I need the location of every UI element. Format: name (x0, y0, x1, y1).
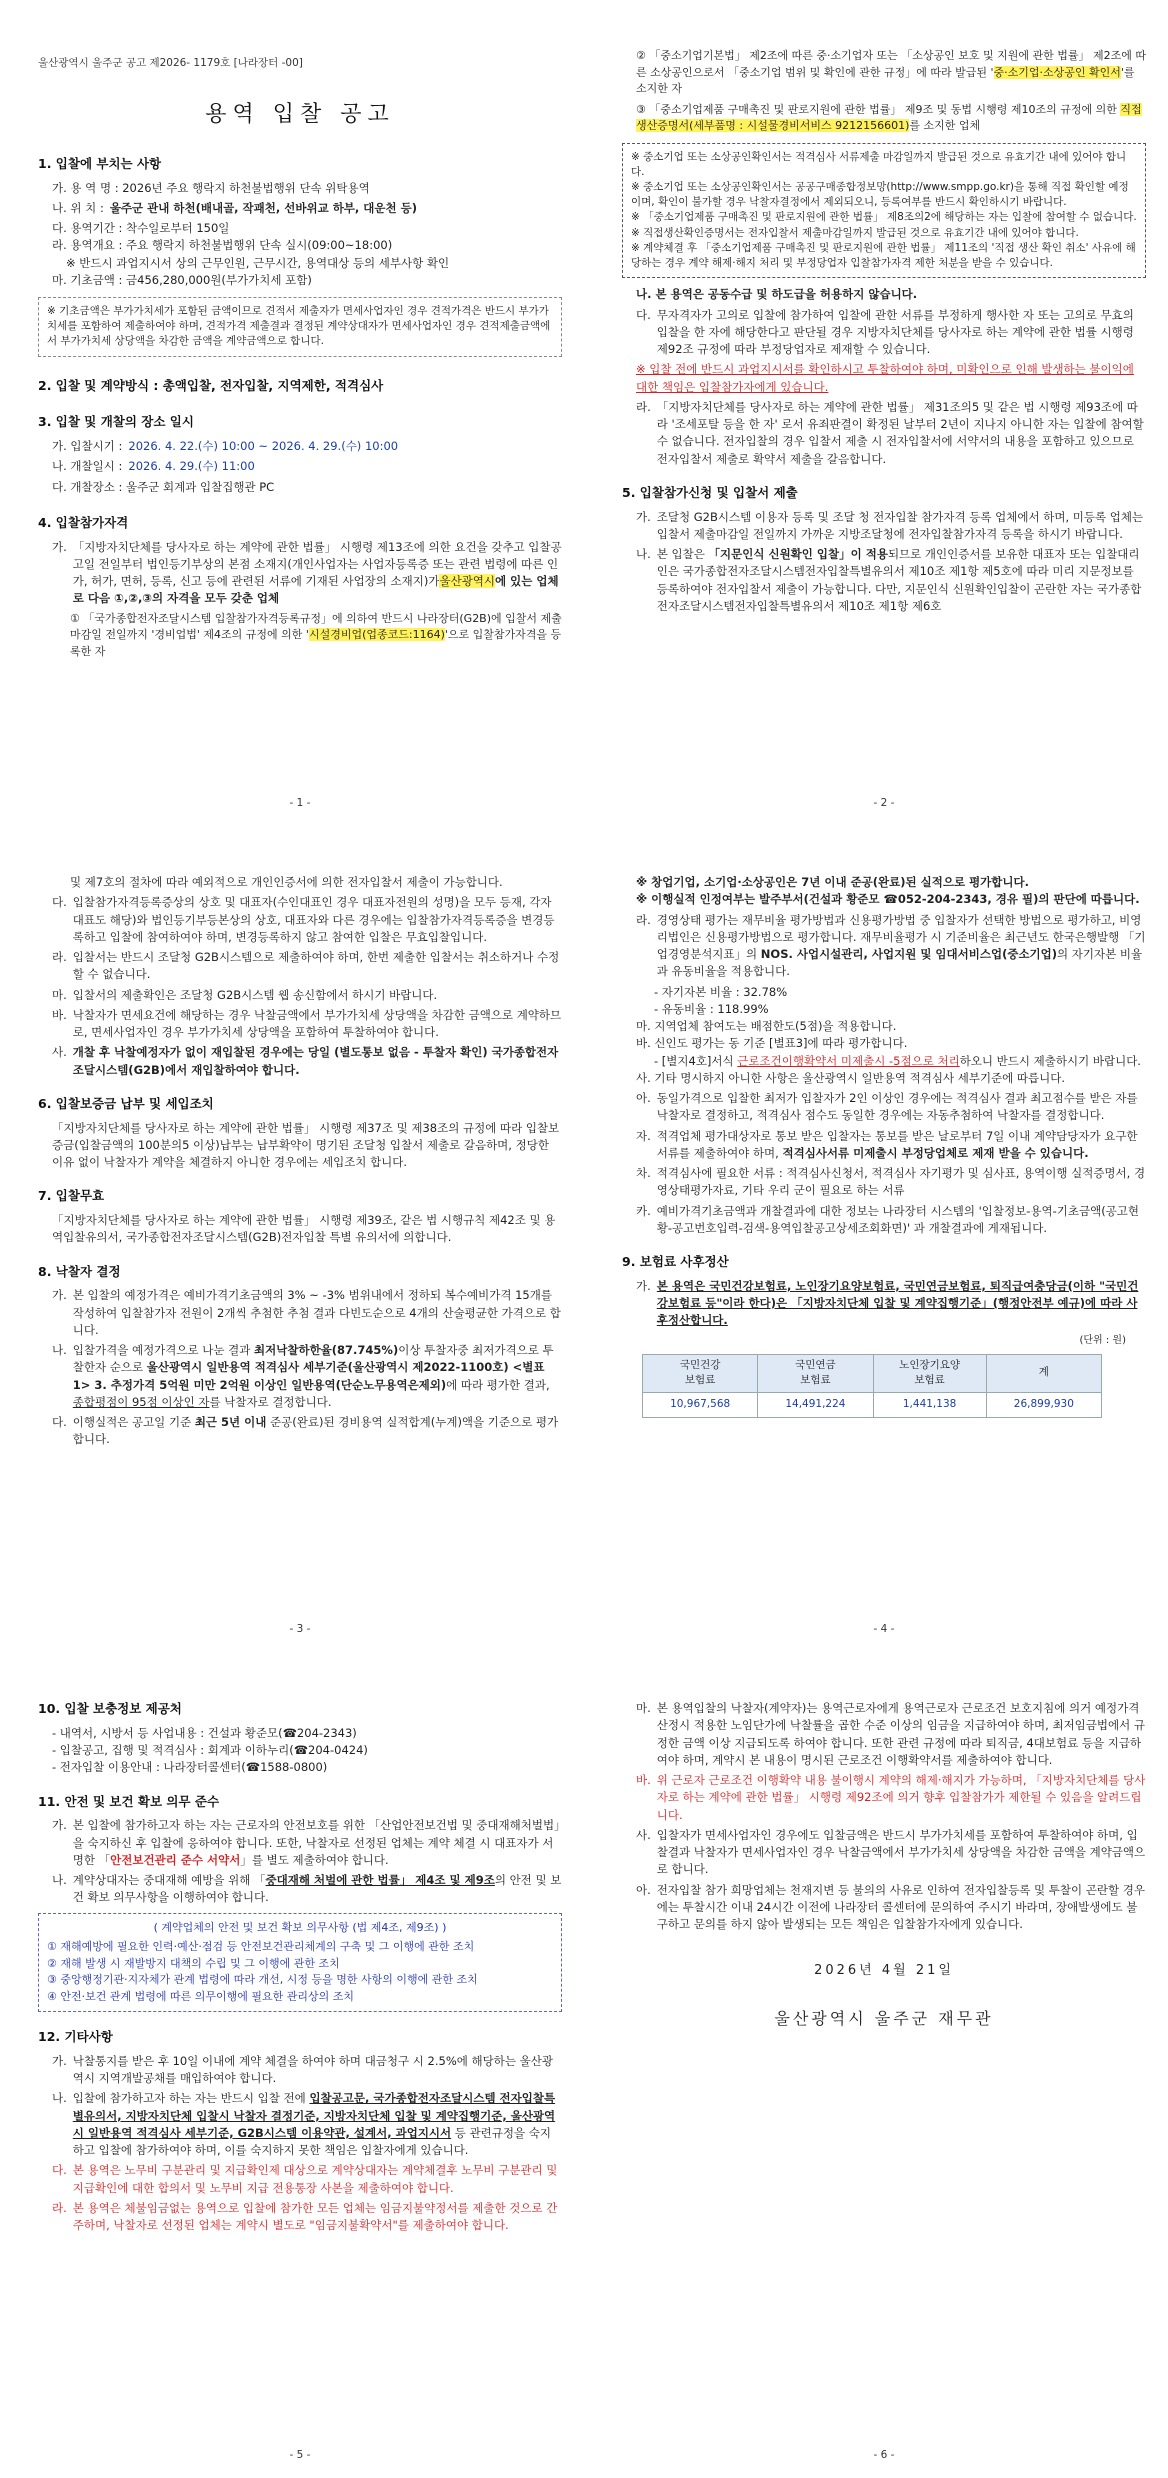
note-item: ※ 중소기업 또는 소상공인확인서는 적격심사 서류제출 마감일까지 발급된 것으로 유효기간 내에 있어야 합니다. (631, 150, 1127, 178)
financial-eval: 라. 경영상태 평가는 재무비율 평가방법과 신용평가방법 중 입찰자가 선택한 방법으로 평가하고, 비영리법인은 신용평가방법으로 평가합니다. 재무비율평가 시 기준비율은 최근년도 한국은행발행 「기업경영분석지표」의 NOS. 사업시설관리, 사업지원 및 임대서비스업(중소기업)의 자기자본 비율과 유동비율을 적용합니다. (636, 912, 1146, 979)
page-number: - 2 - (873, 797, 895, 810)
page-number: - 5 - (289, 2449, 311, 2462)
task-warning: ※ 입찰 전에 반드시 과업지시서를 확인하시고 투찰하여야 하며, 미확인으로 인해 발생하는 불이익에 대한 책임은 입찰참가자에게 있습니다. (636, 362, 1134, 394)
page-number: - 1 - (289, 797, 311, 810)
note-item: ※ 계약체결 후 「중소기업제품 구매촉진 및 판로지원에 관한 법률」 제11조의 '직접 생산 확인 취소' 사유에 해당하는 경우 계약 해제·해지 처리 및 부정당업자 입찰참가자격 제한 처분을 받을 수 있습니다. (631, 241, 1136, 270)
page-6 (584, 1652, 1168, 2478)
price-note: 가. 본 입찰의 예정가격은 예비가격기초금액의 3% ~ -3% 범위내에서 정하되 복수예비가격 15개를 작성하여 입찰참가자 전원이 2개씩 추첨한 추첨 결과 다빈도순으로 4개의 산술평균한 가격으로 합니다. (52, 1288, 561, 1337)
section-8-heading: 8. 낙찰자 결정 (38, 1263, 121, 1279)
section-2-heading: 2. 입찰 및 계약방식 : 총액입찰, 전자입찰, 지역제한, 적격심사 (38, 377, 384, 393)
note-item: ※ 중소기업 또는 소상공인확인서는 공공구매종합정보망(http://www.smpp.go.kr)을 통해 직접 확인할 예정이며, 확인이 불가할 경우 낙찰자결정에서 제외되오니, 등록여부를 반드시 확인하시기 바랍니다. (631, 180, 1129, 209)
tax-evasion-note: 라. 「지방자치단체를 당사자로 하는 계약에 관한 법률」 제31조의5 및 같은 법 시행령 제93조에 따라 '조세포탈 등을 한 자' 로서 유죄판결이 확정된 날부터 2년이 지나지 아니한 자는 입찰에 참여할 수 없습니다. 전자입찰의 경우 입찰서 제출 시 전자입찰서에 서약서의 내용을 포함하고 있으므로 전자입찰서 제출로 확약서 제출을 갈음합니다. (636, 399, 1144, 466)
section-4-heading: 4. 입찰참가자격 (38, 514, 129, 530)
regulation-note: 나. 입찰에 참가하고자 하는 자는 반드시 입찰 전에 입찰공고문, 국가종합전자조달시스템 전자입찰특별유의서, 지방자치단체 입찰시 낙찰자 결정기준, 지방자치단체 입찰 및 계약집행기준, 울산광역시 일반용역 적격심사 세부기준, G2B시스템 이용약관, 설계서, 과업지시서 등 관련규정을 숙지하고 입찰에 참가하여야 하며, 이를 숙지하지 못한 책임은 입찰자에게 있습니다. (52, 2091, 556, 2157)
table-cell: 1,441,138 (873, 1393, 986, 1418)
page-4 (584, 826, 1168, 1652)
section-10-heading: 10. 입찰 보충정보 제공처 (38, 1701, 182, 1716)
table-row (643, 1393, 1102, 1418)
section-1-heading: 1. 입찰에 부치는 사항 (38, 155, 162, 171)
section-7-heading: 7. 입찰무효 (38, 1188, 105, 1204)
safety-duty-box (38, 1913, 562, 2013)
note-item: ※ 직접생산확인증명서는 전자입찰서 제출마감일까지 발급된 것으로 유효기간 내에 있어야 합니다. (631, 226, 1079, 239)
sanction-note: 다. 무자격자가 고의로 입찰에 참가하여 입찰에 관한 서류를 부정하게 행사한 자 또는 고의로 무효의 입찰을 한 자에 해당한다고 판단될 경우 지방자치단체를 당사자로 하는 계약에 관한 법률 시행령 제92조 규정에 따라 부정당업자로 제재할 수 있습니다. (636, 307, 1134, 356)
contact-item: - 전자입찰 이용안내 : 나라장터콜센터(☎1588-0800) (52, 1760, 328, 1775)
overview-note: ※ 반드시 과업지시서 상의 근무인원, 근무시간, 용역대상 등의 세부사항 확인 (66, 255, 450, 270)
opening-time: 나. 개찰일시 : 2026. 4. 29.(수) 11:00 (52, 459, 255, 474)
joint-bid-note: 나. 본 용역은 공동수급 및 하도급을 허용하지 않습니다. (636, 287, 918, 302)
bidder-name-note: 다. 입찰참가자격등록증상의 상호 및 대표자(수인대표인 경우 대표자전원의 성명)을 모두 등재, 각자대표도 해당)와 법인등기부등본상의 상호, 대표자와 다른 경우에는 입찰참가자격등록증을 변경등록하고 입찰에 참여하여야 하며, 변경등록하지 않고 참여한 입찰은 무효입찰입니다. (52, 895, 555, 944)
invalid-text: 「지방자치단체를 당사자로 하는 계약에 관한 법률」 시행령 제39조, 같은 법 시행규칙 제42조 및 용역입찰유의서, 국가종합전자조달시스템(G2B)전자입찰 특별 유의서에 의합니다. (52, 1213, 556, 1245)
labor-pledge-note: - [별지4호]서식 근로조건이행확약서 미제출시 -5점으로 처리하오니 반드시 제출하시기 바랍니다. (654, 1053, 1141, 1068)
wage-obligation: 마. 본 용역입찰의 낙찰자(계약자)는 용역근로자에게 용역근로자 근로조건 보호지침에 의거 예정가격 산정시 적용한 노임단가에 낙찰률을 곱한 수준 이상의 임금을 지급하여야 하며, 최저임금법에서 규정한 금액 이상 지급되도록 하여야 합니다. 또한 관련 규정에 따라 퇴직금, 4대보험료 등을 지급하여야 하며, 계약시 본 내용이 명시된 근로조건 이행확약서를 제출하여야 합니다. (636, 1701, 1145, 1767)
other-criteria: 사. 기타 명시하지 아니한 사항은 울산광역시 일반용역 적격심사 세부기준에 따릅니다. (636, 1070, 1066, 1085)
tax-exempt-note: 바. 낙찰자가 면세요건에 해당하는 경우 낙찰금액에서 부가가치세 상당액을 차감한 금액으로 계약하므로, 면세사업자인 경우 부가가치세 상당액을 포함하여 투찰하여야 합니다. (52, 1007, 562, 1039)
section-5-heading: 5. 입찰참가신청 및 입찰서 제출 (622, 484, 798, 500)
unit-label: (단위 : 원) (1079, 1334, 1126, 1346)
submission-note: 라. 입찰서는 반드시 조달청 G2B시스템으로 제출하여야 하며, 한번 제출한 입찰서는 취소하거나 수정할 수 없습니다. (52, 950, 560, 982)
safety-note-b: 나. 계약상대자는 중대재해 예방을 위해 「중대재해 처벌에 관한 법률」 제4조 및 제9조의 안전 및 보건 확보 의무사항을 이행하여야 합니다. (52, 1873, 562, 1905)
table-cell: 10,967,568 (643, 1393, 758, 1418)
box-heading: ( 계약업체의 안전 및 보건 확보 의무사항 (법 제4조, 제9조) ) (153, 1920, 447, 1934)
contact-item: - 입찰공고, 집행 및 적격심사 : 회계과 이하누리(☎204-0424) (52, 1743, 368, 1757)
tie-note: 아. 동일가격으로 입찰한 최저가 입찰자가 2인 이상인 경우에는 적격심사 결과 최고점수를 받은 자를 낙찰자로 결정하고, 적격심사 점수도 동일한 경우에는 자동추첨하여 낙찰자를 결정합니다. (636, 1091, 1138, 1123)
confirm-note: 마. 입찰서의 제출확인은 조달청 G2B시스템 웹 송신함에서 하시기 바랍니다. (52, 987, 438, 1002)
required-documents: 차. 적격심사에 필요한 서류 : 적격심사신청서, 적격심사 자기평가 및 심사표, 용역이행 실적증명서, 경영상태평가자료, 기타 우리 군이 필요로 하는 서류 (636, 1166, 1146, 1198)
service-overview: 라. 용역개요 : 주요 행락지 하천불법행위 단속 실시(09:00~18:00) (52, 238, 393, 253)
page-2 (584, 0, 1168, 826)
local-participation: 마. 지역업체 참여도는 배점한도(5점)을 적용합니다. (636, 1019, 897, 1033)
insurance-table (642, 1354, 1102, 1418)
contract-note: 가. 낙찰통지를 받은 후 10일 이내에 계약 체결을 하여야 하며 대금청구 시 2.5%에 해당하는 울산광역시 지역개발공채를 매입하여야 합니다. (52, 2053, 553, 2085)
box-item: ② 재해 발생 시 재발방지 대책의 수립 및 그 이행에 관한 조치 (47, 1956, 340, 1970)
current-ratio: - 유동비율 : 118.99% (654, 1001, 769, 1016)
award-note: 나. 입찰가격을 예정가격으로 나눈 결과 최저낙찰하한율(87.745%)이상 투찰자중 최저가격으로 투찰한자 순으로 울산광역시 일반용역 적격심사 세부기준(울산광역시 제2022-1100호) <별표1> 3. 추정가격 5억원 미만 2억원 이상인 일반용역(단순노무용역은제외)에 따라 평가한 결과, 종합평점이 95점 이상인 자를 낙찰자로 결정합니다. (52, 1343, 554, 1409)
table-header: 국민건강 보험료 (643, 1354, 758, 1393)
notice-date: 2026년 4월 21일 (814, 1963, 954, 1979)
equity-ratio: - 자기자본 비율 : 32.78% (654, 984, 788, 999)
section-12-heading: 12. 기타사항 (38, 2029, 113, 2044)
vat-bid-note: 사. 입찰자가 면세사업자인 경우에도 입찰금액은 반드시 부가가치세를 포함하여 투찰하여야 하며, 입찰결과 낙찰자가 면세사업자인 경우 낙찰금액에서 부가가치세 상당액을 차감한 금액을 계약금액으로 합니다. (636, 1827, 1146, 1877)
price-info-note: 카. 예비가격기초금액과 개찰결과에 대한 정보는 나라장터 시스템의 '입찰정보-용역-기초금액(공고현황-공고번호입력-검색-용역입찰공고상세조회화면)' 과 개찰결과에 게재됩니다. (636, 1203, 1140, 1235)
contact-item: - 내역서, 시방서 등 사업내용 : 건설과 황준모(☎204-2343) (52, 1725, 357, 1740)
deposit-text: 「지방자치단체를 당사자로 하는 계약에 관한 법률」 시행령 제37조 및 제38조의 규정에 따라 입찰보증금(입찰금액의 100분의5 이상)납부는 납부확약이 명기된 조달청 입찰서 제출로 갈음하며, 정당한 이유 없이 낙찰자가 계약을 체결하지 아니한 경우에는 세입조치 합니다. (52, 1120, 560, 1169)
table-header: 국민연금 보험료 (758, 1354, 873, 1393)
insurance-note: 가. 본 용역은 국민건강보험료, 노인장기요양보험료, 국민연금보험료, 퇴직급여충당금(이하 "국민건강보험료 등"이라 한다)은 「지방자치단체 입찰 및 계약집행기준」(행정안전부 예규)에 따라 사후정산합니다. (636, 1278, 1139, 1328)
bid-period: 가. 입찰시기 : 2026. 4. 22.(수) 10:00 ~ 2026. 4. 29.(수) 10:00 (52, 439, 399, 454)
box-item: ① 재해예방에 필요한 인력·예산·점검 등 안전보건관리체계의 구축 및 그 이행에 관한 조치 (47, 1940, 475, 1953)
page-number: - 4 - (873, 1623, 895, 1636)
wage-note: 라. 본 용역은 체불임금없는 용역으로 입찰에 참가한 모든 업체는 임금지불약정서를 제출한 것으로 간주하며, 낙찰자로 선정된 업체는 계약시 별도로 "임금지불확약서"를 제출하여야 합니다. (52, 2200, 558, 2232)
continued-text: 및 제7호의 절차에 따라 예외적으로 개인인증서에 의한 전자입찰서 제출이 가능합니다. (70, 875, 503, 889)
signature-block (622, 1961, 1146, 2031)
page-number: - 6 - (873, 2449, 895, 2462)
service-period: 다. 용역기간 : 착수일로부터 150일 (52, 221, 230, 235)
notice-header: 울산광역시 울주군 공고 제2026- 1179호 [나라장터 -00] (38, 57, 303, 69)
fingerprint-note: 나. 본 입찰은 「지문인식 신원확인 입찰」이 적용되므로 개인인증서를 보유한 대표자 또는 입찰대리인은 국가종합전자조달시스템전자입찰특별유의서 제10조 제1항 제5호에 따라 미리 지문정보를 등록하여야 전자입찰서 제출이 가능합니다. 다만, 지문인식 신원확인입찰이 곤란한 자는 국가종합전자조달시스템전자입찰특별유의서 제10조 제1항 제6호 (636, 547, 1142, 613)
box-item: ③ 중앙행정기관·지자체가 관계 법령에 따라 개선, 시정 등을 명한 사항의 이행에 관한 조치 (47, 1973, 478, 1986)
qualification-2: ② 「중소기업기본법」 제2조에 따른 중·소기업자 또는 「소상공인 보호 및 지원에 관한 법률」 제2조에 따른 소상공인으로서 「중소기업 범위 및 확인에 관한 규정」에 따라 발급된 '중·소기업·소상공인 확인서'를 소지한 자 (636, 49, 1146, 95)
box-item: ④ 안전·보건 관계 법령에 따른 의무이행에 필요한 관리상의 조치 (47, 1989, 354, 2003)
page-3 (0, 826, 584, 1652)
section-11-heading: 11. 안전 및 보건 확보 의무 준수 (38, 1793, 220, 1809)
startup-note: ※ 창업기업, 소기업·소상공인은 7년 이내 준공(완료)된 실적으로 평가합니다. (636, 875, 1029, 889)
page-title: 용역 입찰 공고 (205, 101, 395, 127)
rebid-note: 사. 개찰 후 낙찰예정자가 없이 재입찰된 경우에는 당일 (별도통보 없음 - 투찰자 확인) 국가종합전자조달시스템(G2B)에서 재입찰하여야 합니다. (52, 1045, 559, 1077)
qualification-1: ① 「국가종합전자조달시스템 입찰참가자격등록규정」에 의하여 반드시 나라장터(G2B)에 입찰서 제출마감일 전일까지 '경비업법' 제4조의 규정에 의한 '시설경비업(업종코드:1164)'으로 입찰참가자격을 등록한 자 (70, 611, 562, 658)
performance-note: 다. 이행실적은 공고일 기준 최근 5년 이내 준공(완료)된 경비용역 실적합계(누계)액을 기준으로 평가합니다. (52, 1415, 559, 1447)
table-header: 계 (986, 1354, 1101, 1393)
qualification-a: 가. 「지방자치단체를 당사자로 하는 계약에 관한 법률」 시행령 제13조에 의한 요건을 갖추고 입찰공고일 전일부터 법인등기부상의 본점 소재지(개인사업자는 사업자등록증 또는 관련 법령에 따른 인가, 허가, 면허, 등록, 신고 등에 관련된 서류에 기재된 사업장의 소재지)가울산광역시에 있는 업체로 다음 ①,②,③의 자격을 모두 갖춘 업체 (52, 539, 562, 606)
service-name: 가. 용 역 명 : 2026년 주요 행락지 하천불법행위 단속 위탁용역 (52, 180, 370, 195)
credibility-eval: 바. 신인도 평가는 동 기준 [별표3]에 따라 평가합니다. (636, 1036, 908, 1051)
document-deadline: 자. 적격업체 평가대상자로 통보 받은 입찰자는 통보를 받은 날로부터 7일 이내 계약담당자가 요구한 서류를 제출하여야 하며, 적격심사서류 미제출시 부정당업체로 제재 받을 수 있습니다. (636, 1128, 1138, 1160)
section-6-heading: 6. 입찰보증금 납부 및 세입조치 (38, 1095, 214, 1111)
performance-contact-note: ※ 이행실적 인정여부는 발주부서(건설과 황준모 ☎052-204-2343, 경유 필)의 판단에 따릅니다. (636, 892, 1140, 907)
issuing-org: 울산광역시 울주군 재무관 (774, 2008, 994, 2028)
page-number: - 3 - (289, 1623, 311, 1636)
service-location: 나. 위 치 : 울주군 관내 하천(배내골, 작괘천, 선바위교 하부, 대운천 등) (52, 200, 417, 215)
labor-cost-note: 다. 본 용역은 노무비 구분관리 및 지급확인제 대상으로 계약상대자는 계약체결후 노무비 구분관리 및 지급확인에 대한 합의서 및 노무비 지급 전용통장 사본을 제출하여야 합니다. (52, 2163, 558, 2195)
safety-note-a: 가. 본 입찰에 참가하고자 하는 자는 근로자의 안전보호를 위한 「산업안전보건법 및 중대재해처벌법」을 숙지하신 후 입찰에 응하여야 합니다. 또한, 낙찰자로 선정된 업체는 계약 체결 시 대표자가 서명한 「안전보건관리 준수 서약서」를 별도 제출하여야 합니다. (52, 1818, 560, 1867)
table-header: 노인장기요양 보험료 (873, 1354, 986, 1393)
note-item: ※ 「중소기업제품 구매촉진 및 판로지원에 관한 법률」 제8조의2에 해당하는 자는 입찰에 참여할 수 없습니다. (631, 211, 1137, 224)
vat-note: ※ 기초금액은 부가가치세가 포함된 금액이므로 견적서 제출자가 면세사업자인 경우 견적가격은 반드시 부가가치세를 포함하여 제출하여야 하며, 견적가격 제출결과 결정된 계약상대자가 면세사업자인 경우 견적제출금액에서 부가가치세 상당액을 차감한 금액을 계약금액으로 합니다. (38, 297, 562, 357)
page-1 (0, 0, 584, 826)
breach-note: 바. 위 근로자 근로조건 이행확약 내용 불이행시 계약의 해제·해지가 가능하며, 「지방자치단체를 당사자로 하는 계약에 관한 법률」 시행령 제92조에 의거 향후 입찰참가가 제한될 수 있음을 알려드립니다. (636, 1773, 1146, 1822)
opening-place: 다. 개찰장소 : 울주군 회계과 입찰집행관 PC (52, 479, 275, 494)
certificate-notes (622, 143, 1146, 279)
page-5 (0, 1652, 584, 2478)
section-3-heading: 3. 입찰 및 개찰의 장소 일시 (38, 414, 194, 430)
disaster-note: 아. 전자입찰 참가 희망업체는 천재지변 등 불의의 사유로 인하여 전자입찰등록 및 투찰이 곤란할 경우에는 투찰시간 이내 24시간 이전에 나라장터 콜센터에 문의하여 주시기 바라며, 장애발생에도 불구하고 문의를 하지 않아 발생되는 모든 책임은 입찰참가자에게 있습니다. (636, 1882, 1145, 1931)
qualification-3: ③ 「중소기업제품 구매촉진 및 판로지원에 관한 법률」 제9조 및 동법 시행령 제10조의 규정에 의한 직접생산증명서(세부품명 : 시설물경비서비스 9212156601)를 소지한 업체 (636, 102, 1142, 132)
section-9-heading: 9. 보험료 사후정산 (622, 1254, 729, 1269)
registration-note: 가. 조달청 G2B시스템 이용자 등록 및 조달 청 전자입찰 참가자격 등록 업체에서 하며, 미등록 업체는 입찰서 제출마감일 전일까지 가까운 지방조달청에 전자입찰참가자격 등록을 하시기 바랍니다. (636, 509, 1144, 541)
base-amount: 마. 기초금액 : 금456,280,000원(부가가치세 포함) (52, 272, 312, 287)
table-cell: 14,491,224 (758, 1393, 873, 1418)
table-cell: 26,899,930 (986, 1393, 1101, 1418)
